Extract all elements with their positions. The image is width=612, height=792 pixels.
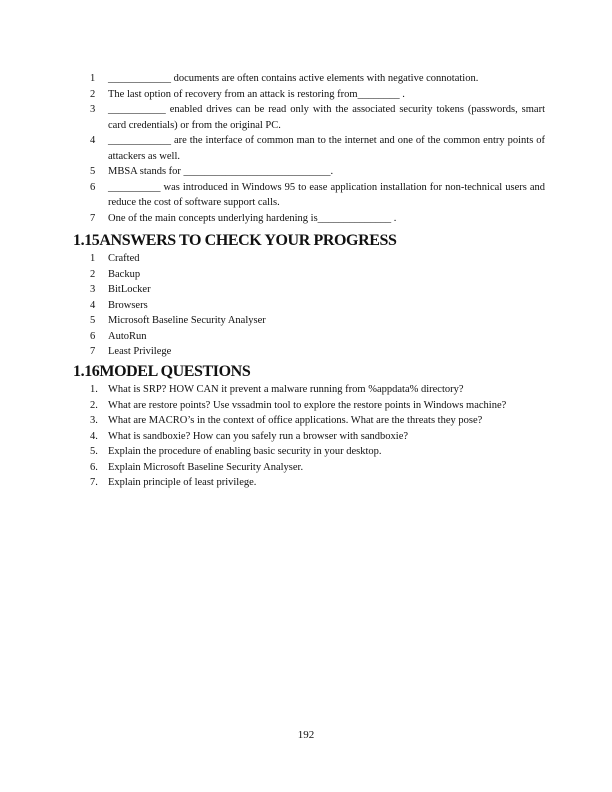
list-item: 5. Explain the procedure of enabling basic security in your desktop. [90, 446, 382, 457]
list-item: 6 AutoRun [90, 330, 147, 342]
list-item: 3. What are MACRO’s in the context of office applications. What are the threats they pose? [90, 415, 483, 426]
list-item: 1 ____________ documents are often contains active elements with negative connotation. [90, 73, 479, 84]
list-item: 5 MBSA stands for ____________________________. [90, 166, 334, 177]
list-item: 7 Least Privilege [90, 346, 172, 357]
answers-list [85, 251, 545, 360]
list-item: 1 Crafted [90, 253, 140, 264]
page-number: 192 [297, 729, 315, 741]
list-item: 3 ___________ enabled drives can be read only with the associated security tokens (passwords, smart card credentials) or from the original PC. [90, 104, 545, 131]
list-item: 2 Backup [90, 268, 141, 280]
list-item: 6. Explain Microsoft Baseline Security Analyser. [90, 461, 304, 473]
list-item: 3 BitLocker [90, 284, 151, 295]
list-item: 4 ____________ are the interface of common man to the internet and one of the common entry points of attackers as well. [90, 135, 545, 162]
list-item: 7 One of the main concepts underlying hardening is______________ . [90, 212, 397, 224]
model-questions-list [85, 382, 545, 491]
list-item: 1. What is SRP? HOW CAN it prevent a malware running from %appdata% directory? [90, 384, 464, 395]
list-item: 7. Explain principle of least privilege. [90, 477, 257, 488]
list-item: 2. What are restore points? Use vssadmin tool to explore the restore points in Windows machine? [90, 399, 507, 411]
check-your-progress-questions [85, 71, 545, 226]
answers-heading: 1.15ANSWERS TO CHECK YOUR PROGRESS [73, 232, 397, 249]
list-item: 2 The last option of recovery from an attack is restoring from________ . [90, 88, 405, 100]
list-item: 4. What is sandboxie? How can you safely run a browser with sandboxie? [90, 430, 409, 442]
list-item: 5 Microsoft Baseline Security Analyser [90, 315, 266, 326]
model-questions-heading: 1.16MODEL QUESTIONS [73, 363, 251, 380]
list-item: 6 __________ was introduced in Windows 95 to ease application installation for non-technical users and reduce the cost of software support calls. [90, 181, 545, 208]
list-item: 4 Browsers [90, 299, 148, 311]
